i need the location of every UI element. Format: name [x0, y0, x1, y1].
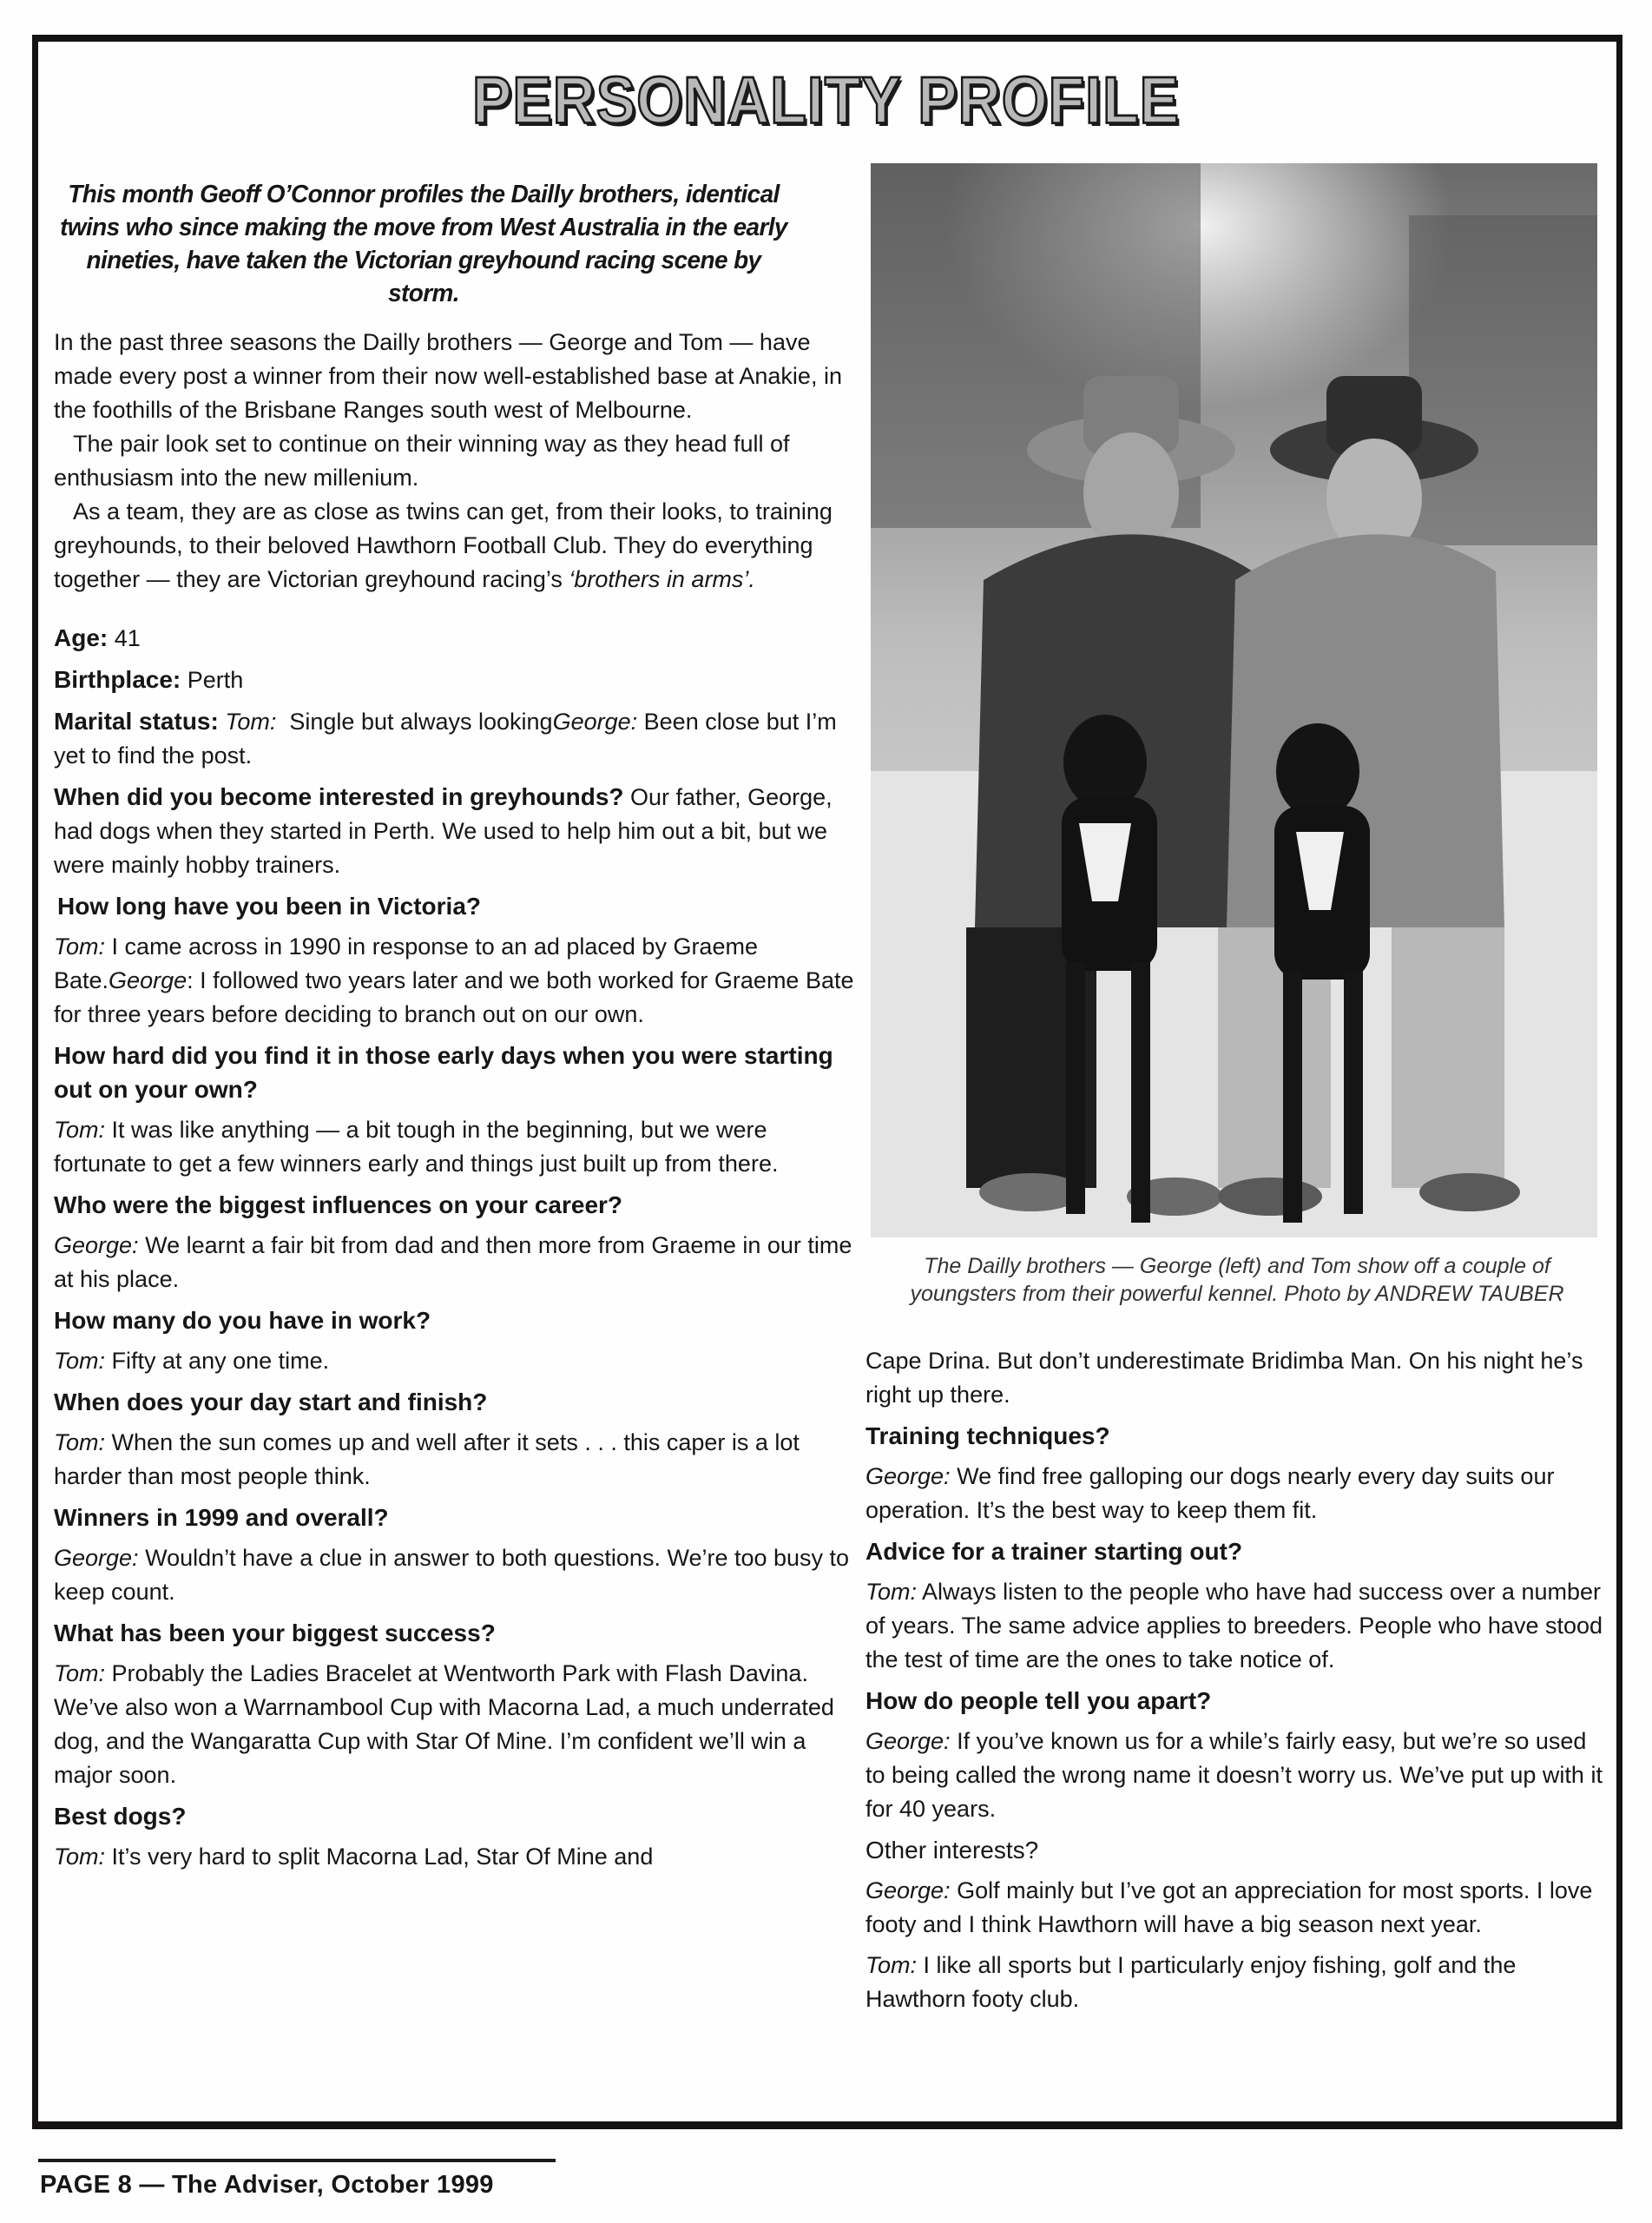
answer-text: Wouldn’t have a clue in answer to both questions. We’re too busy to keep count. — [54, 1545, 850, 1605]
speaker: Tom: — [54, 1348, 106, 1374]
age-value: 41 — [114, 625, 141, 651]
photo-credit: Photo by ANDREW TAUBER — [1278, 1282, 1564, 1306]
photo-image — [871, 163, 1597, 1237]
right-column — [865, 1344, 1612, 2016]
age-label: Age: — [54, 624, 109, 651]
footer-rule — [38, 2159, 556, 2162]
answer — [54, 1840, 861, 1874]
answer — [865, 1874, 1612, 1942]
birthplace-value: Perth — [187, 667, 244, 693]
speaker: George: — [865, 1877, 951, 1903]
answer-text: It was like anything — a bit tough in the beginning, but we were fortunate to get a few winners early and things just built up from there. — [54, 1117, 779, 1177]
answer-text: : I followed two years later and we both worked for Graeme Bate for three years before deciding to branch out on our own. — [54, 967, 854, 1027]
speaker: George: — [865, 1728, 951, 1754]
lead-paragraph-3 — [54, 495, 861, 597]
answer-text: I like all sports but I particularly enjoy fishing, golf and the Hawthorn footy club. — [865, 1952, 1517, 2012]
answer — [865, 1575, 1612, 1677]
page-footer: PAGE 8 — The Adviser, October 1999 — [40, 2171, 494, 2199]
answer — [54, 1344, 861, 1378]
lead-paragraph-2: The pair look set to continue on their winning way as they head full of enthusiasm into the new millenium. — [54, 431, 790, 491]
caption-text: The Dailly brothers — George (left) and Tom show off a couple of youngsters from their powerful kennel. — [910, 1254, 1550, 1306]
question: When did you become interested in greyhounds? — [54, 783, 624, 810]
fact-birthplace — [54, 663, 861, 697]
answer — [54, 1541, 861, 1609]
speaker: Tom: — [54, 1117, 106, 1143]
speaker: George: — [54, 1232, 139, 1258]
birthplace-label: Birthplace: — [54, 666, 181, 693]
continued-answer: Cape Drina. But don’t underestimate Bridimba Man. On his night he’s right up there. — [865, 1348, 1583, 1408]
left-column — [54, 326, 861, 1874]
answer — [865, 1460, 1612, 1527]
lead-paragraph-1: In the past three seasons the Dailly brothers — George and Tom — have made every post a winner from their now well-established base at Anakie, in the foothills of the Brisbane Ranges south west of Melbourne. — [54, 329, 842, 423]
marital-george-answer: Been close but I’m yet to find the post. — [54, 709, 837, 768]
answer-text: Always listen to the people who have had success over a number of years. The same advice applies to breeders. People who have stood the test of time are the ones to take notice of. — [865, 1579, 1603, 1672]
speaker: Tom: — [54, 1844, 106, 1870]
marital-tom-answer: Single but always looking — [289, 709, 553, 735]
answer — [54, 930, 861, 1032]
page-title: PERSONALITY PROFILE — [472, 63, 1180, 138]
speaker: George: — [54, 1545, 139, 1571]
answer-text: It’s very hard to split Macorna Lad, Star Of Mine and — [111, 1844, 654, 1870]
speaker: Tom: — [54, 1429, 106, 1455]
question: Other interests? — [865, 1837, 1039, 1863]
question: Training techniques? — [865, 1422, 1110, 1449]
speaker: George — [109, 967, 188, 993]
answer — [54, 1229, 861, 1296]
question: How many do you have in work? — [54, 1307, 431, 1334]
qa-item — [54, 780, 861, 882]
photo-dailly-brothers — [871, 163, 1597, 1237]
answer — [865, 1949, 1612, 2016]
question: Best dogs? — [54, 1803, 187, 1830]
answer — [54, 1426, 861, 1494]
speaker: Tom: — [865, 1579, 918, 1605]
fact-marital-status — [54, 704, 861, 773]
answer: Our father, George, had dogs when they started in Perth. We used to help him out a bit, but we were mainly hobby trainers. — [54, 784, 833, 878]
lead-paragraph-3-text: As a team, they are as close as twins can get, from their looks, to training greyhounds, to their beloved Hawthorn Football Club. They do everything together — they are Victorian greyhound racing’s — [54, 498, 833, 592]
question: When does your day start and finish? — [54, 1389, 488, 1415]
answer-text: I came across in 1990 in response to an ad placed by Graeme Bate. — [54, 933, 758, 993]
question: Winners in 1999 and overall? — [54, 1504, 389, 1531]
question: What has been your biggest success? — [54, 1619, 496, 1646]
speaker-tom: Tom: — [225, 709, 277, 735]
photo-caption — [868, 1252, 1606, 1308]
speaker: George: — [865, 1463, 951, 1489]
answer-text: If you’ve known us for a while’s fairly easy, but we’re so used to being called the wrong name it doesn’t worry us. We’ve put up with it for 40 years. — [865, 1728, 1603, 1822]
question: How long have you been in Victoria? — [57, 893, 482, 920]
brothers-in-arms-phrase: ‘brothers in arms’. — [569, 566, 755, 592]
speaker: Tom: — [54, 1660, 106, 1686]
answer-text: Golf mainly but I’ve got an appreciation for most sports. I love footy and I think Hawthorn will have a big season next year. — [865, 1877, 1593, 1937]
answer-text: We learnt a fair bit from dad and then more from Graeme in our time at his place. — [54, 1232, 852, 1292]
answer — [865, 1725, 1612, 1826]
answer-text: Probably the Ladies Bracelet at Wentworth Park with Flash Davina. We’ve also won a Warrnambool Cup with Macorna Lad, a much underrated dog, and the Wangaratta Cup with Star Of Mine. I’m confident we’ll win a major soon. — [54, 1660, 834, 1788]
question: Who were the biggest influences on your career? — [54, 1191, 623, 1218]
speaker-george: George: — [552, 709, 638, 735]
answer-text: We find free galloping our dogs nearly every day suits our operation. It’s the best way to keep them fit. — [865, 1463, 1555, 1523]
answer-text: Fifty at any one time. — [111, 1348, 330, 1374]
answer-text: When the sun comes up and well after it sets . . . this caper is a lot harder than most people think. — [54, 1429, 800, 1489]
question: Advice for a trainer starting out? — [865, 1538, 1243, 1565]
question: How do people tell you apart? — [865, 1687, 1212, 1714]
standfirst: This month Geoff O’Connor profiles the Dailly brothers, identical twins who since making the move from West Australia in the early nineties, have taken the Victorian greyhound racing scene by storm. — [60, 181, 787, 307]
marital-label: Marital status: — [54, 708, 219, 735]
speaker: Tom: — [54, 933, 106, 960]
answer — [54, 1657, 861, 1792]
question: How hard did you find it in those early days when you were starting out on your own? — [54, 1042, 833, 1103]
answer — [54, 1113, 861, 1181]
speaker: Tom: — [865, 1952, 918, 1978]
fact-age — [54, 621, 861, 656]
